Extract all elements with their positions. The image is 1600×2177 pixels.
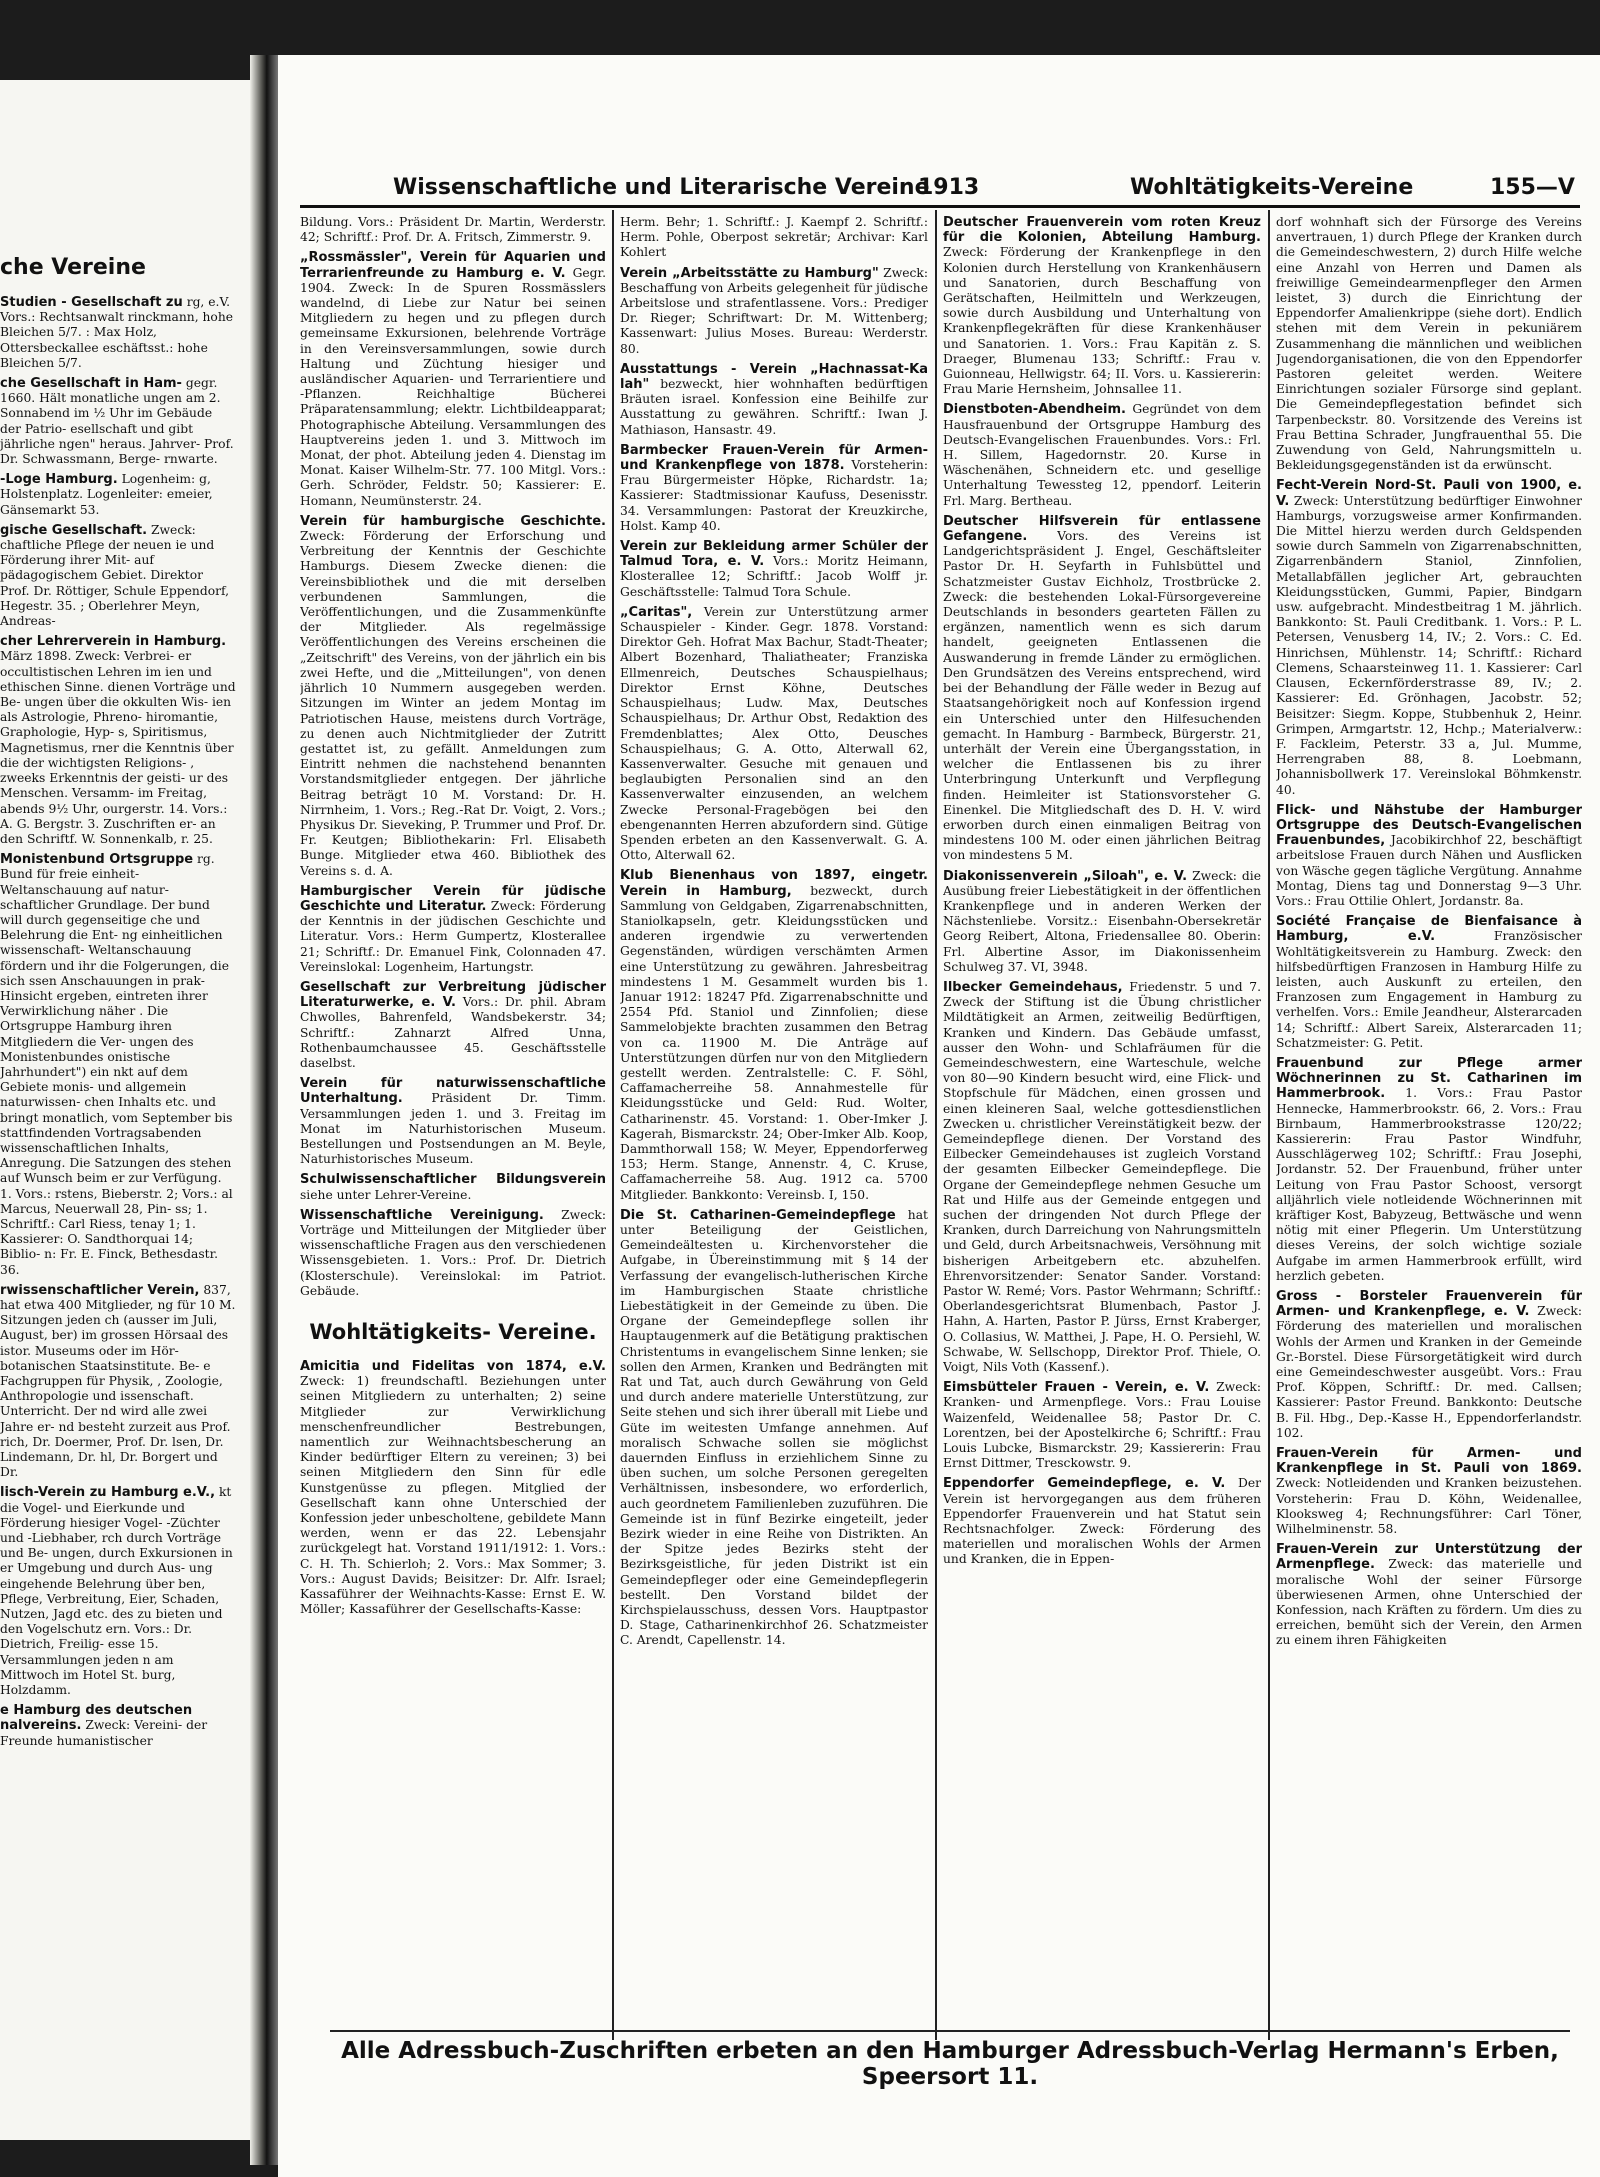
entry-title: „Rossmässler", Verein für Aquarien und Terrarienfreunde zu Hamburg e. V. (300, 250, 606, 281)
directory-entry (1276, 1542, 1582, 1648)
entry-text: Vors.: Moritz Heimann, Klosterallee 12; Schriftf.: Jacob Wolff jr. Geschäftsstelle: Talmud Tora Schule. (620, 554, 928, 599)
directory-entry (620, 1208, 928, 1649)
directory-entry (0, 1485, 236, 1698)
entry-text: Vors.: Dr. phil. Abram Chwolles, Bahrenfeld, Wandsbekerstr. 34; Schriftf.: Zahnarzt Alfred Unna, Rothenbaumchaussee 45. Geschäftsstelle daselbst. (300, 995, 606, 1070)
column-divider (935, 210, 937, 2040)
entry-text: Gegr. 1904. Zweck: In de Spuren Rossmässlers wandelnd, di Liebe zur Natur bei seinen Mitgliedern zu hegen und zu pflegen durch gemeinsame Exkursionen, belehrende Vorträge in den Vereinsversammlungen, sowie durch Haltung und Züchtung hiesiger und ausländischer Aquarien- und Terrarientiere und -Pflanzen. Reichhaltige Bücherei Präparatensammlung; elektr. Lichtbildeapparat; Photographische Abteilung. Versammlungen des Hauptvereins jeden 1. und 3. Mittwoch im Monat, der phot. Abteilung jeden 4. Dienstag im Monat. Kaiser Wilhelm-Str. 77. 100 Mitgl. Vors.: Gerh. Schröder, Feldstr. 50; Kassierer: E. Homann, Neumünsterstr. 24. (300, 265, 606, 508)
entry-title: Verein für hamburgische Geschichte. (300, 513, 606, 529)
directory-entry (300, 250, 606, 508)
entry-title: Barmbecker Frauen-Verein für Armen- und Krankenpflege von 1878. (620, 442, 928, 474)
entry-text: Bildung. Vors.: Präsident Dr. Martin, Werderstr. 42; Schriftf.: Prof. Dr. A. Fritsch, Zimmerstr. 9. (300, 215, 606, 245)
entry-text: Zweck: das materielle und moralische Wohl der seiner Fürsorge überwiesenen Armen, ohne Unterschied der Konfession, nach Kräften zu fördern. Um dies zu erreichen, bemüht sich der Verein, den Armen zu einem ihren Fähigkeiten (1276, 1557, 1582, 1648)
directory-entry (0, 1283, 236, 1481)
column-divider (612, 210, 614, 2040)
entry-text: Zweck: die Ausübung freier Liebestätigkeit in der öffentlichen Krankenpflege und in anderen Werken der Nächstenliebe. Vorsitz.: Eisenbahn-Obersekretär Georg Reibert, Altona, Friedensallee 80. Oberin: Frl. Albertine Assor, im Diakonissenheim Schulweg 37. VI, 3948. (943, 868, 1261, 974)
directory-entry (1276, 1446, 1582, 1537)
entry-text: siehe unter Lehrer-Vereine. (300, 1187, 472, 1202)
directory-entry (300, 1076, 606, 1167)
directory-entry (1276, 914, 1582, 1051)
entry-title: Frauen-Verein zur Unterstützung der Armenpflege. (1276, 1542, 1582, 1573)
directory-entry (0, 1703, 236, 1749)
publisher-footer: Alle Adressbuch-Zuschriften erbeten an den Hamburger Adressbuch-Verlag Hermann's Erben, Speersort 11. (341, 2038, 1559, 2090)
entry-title: Wissenschaftliche Vereinigung. (300, 1207, 544, 1223)
entry-title: Frauen-Verein für Armen- und Krankenpflege in St. Pauli von 1869. (1276, 1446, 1582, 1477)
text-column-4 (1276, 215, 1582, 2030)
left-page-header: che Vereine (0, 255, 146, 280)
directory-entry (0, 376, 236, 467)
entry-title: Die St. Catharinen-Gemeindepflege (620, 1207, 896, 1223)
directory-entry (943, 1476, 1261, 1567)
entry-text: Gegründet von dem Hausfrauenbund der Ortsgruppe Hamburg des Deutsch-Evangelischen Frauenbundes. Vors.: Frl. H. Sillem, Hagedornstr. 20. Kurse in Wäschenähen, Schneidern etc. und gesellige Unterhaltung Tewessteg 12, ppendorf. Leiterin Frl. Marg. Bertheau. (943, 402, 1261, 508)
entry-text: Präsident Dr. Timm. Versammlungen jeden 1. und 3. Freitag im Monat im Naturhistorischen Museum. Bestellungen und Postsendungen an M. Beyle, Naturhistorisches Museum. (300, 1091, 606, 1167)
directory-entry (943, 514, 1261, 864)
entry-title: Deutscher Hilfsverein für entlassene Gefangene. (943, 513, 1261, 545)
directory-entry (1276, 1289, 1582, 1441)
entry-title: lisch-Verein zu Hamburg e.V., (0, 1485, 216, 1501)
header-rule (300, 205, 1580, 208)
entry-text: Zweck: 1) freundschaftl. Beziehungen unter seinen Mitgliedern zu unterhalten; 2) seine Mitglieder zur Verwirklichung menschenfreundlicher Bestrebungen, namentlich zur Weihnachtsbescherung an Kinder bedürftiger Eltern zu vereinen; 3) bei seinen Mitgliedern den Sinn für edle Kunstgenüsse zu pflegen. Mitglied der Gesellschaft kann ohne Unterschied der Konfession jeder unbescholtene, gebildete Mann werden, wenn er das 22. Lebensjahr zurückgelegt hat. Vorstand 1911/1912: 1. Vors.: C. H. Th. Schierloh; 2. Vors.: Max Sommer; 3. Vors.: August Davids; Beisitzer: Dr. Alfr. Israel; Kassaführer der Weihnachts-Kasse: Ernst E. W. Möller; Kassaführer der Gesellschafts-Kasse: (300, 1374, 606, 1617)
entry-text: Zweck: Förderung der Krankenpflege in den Kolonien durch Herstellung von Krankenhäusern und Sanatorien, durch Beschaffung von Gerätschaften, Heilmitteln und Werkzeugen, sowie durch Ausbildung und Unterhaltung von Krankenpflegekräften für diese Krankenhäuser und Sanatorien. 1. Vors.: Frau Kapitän z. S. Draeger, Blumenau 133; Schriftf.: Frau v. Guionneau, Hellwigstr. 64; II. Vors. u. Kassiererin: Frau Marie Hernsheim, Johnsallee 11. (943, 245, 1261, 397)
text-column-1 (300, 215, 606, 2030)
directory-entry (620, 868, 928, 1202)
entry-title: gische Gesellschaft. (0, 522, 148, 538)
directory-entry (300, 884, 606, 975)
entry-text: Zweck: Vereini- der Freunde humanistischer (0, 1718, 208, 1748)
entry-text: Zweck: Beschaffung von Arbeits gelegenheit für jüdische Arbeitslose und strafentlassene. Vors.: Prediger Dr. Rieger; Schriftwart: Dr. M. Wittenberg; Kassenwart: Julius Moses. Bureau: Werderstr. 80. (620, 265, 928, 356)
left-page-column (0, 295, 236, 2115)
directory-entry (300, 1172, 606, 1202)
entry-title: Verein zur Bekleidung armer Schüler der Talmud Tora, e. V. (620, 539, 928, 570)
entry-text: Zweck: Unterstützung bedürftiger Einwohner Hamburgs, vorzugsweise armer Konfirmanden. Die Mittel hierzu werden durch Geldspenden sowie durch Sammeln von Zigarrenabschnitten, Zigarrenbändern Staniol, Zinnfolien, Metallabfällen jeglicher Art, gebrauchten Kleidungsstücken, Gummi, Papier, Bindgarn usw. aufgebracht. Mindestbeitrag 1 M. jährlich. Bankkonto: St. Pauli Creditbank. 1. Vors.: P. L. Petersen, Venusberg 14, IV.; 2. Vors.: C. Ed. Hinrichsen, Mühlenstr. 14; Schriftf.: Richard Clemens, Schaarsteinweg 11. 1. Kassierer: Carl Clausen, Eckernförderstrasse 89, IV.; 2. Kassierer: Ed. Grönhagen, Jacobstr. 52; Beisitzer: Siegm. Koppe, Stubbenhuk 2, Heinr. Grimpen, Armgartstr. 12, Hchp.; Materialverw.: F. Fackleim, Peterstr. 33 a, Jul. Mumme, Herrengraben 88, 8. Loebmann, Johannisbollwerk 17. Vereinslokal Böhmkenstr. 40. (1276, 493, 1582, 797)
entry-text: Zweck: Kranken- und Armenpflege. Vors.: Frau Louise Waizenfeld, Weidenallee 58; Pastor Dr. C. Lorentzen, bei der Apostelkirche 6; Schriftf.: Frau Louis Lubcke, Bismarckstr. 29; Kassiererin: Frau Ernst Dittmer, Tresckowstr. 9. (943, 1380, 1261, 1471)
entry-text: Logenheim: g, Holstenplatz. Logenleiter: emeier, Gänsemarkt 53. (0, 472, 213, 517)
entry-text: rg. Bund für freie einheit- Weltanschauung auf natur- schaftlicher Grundlage. Der bund will durch gegenseitige che und Belehrung die Ent- ng einheitlichen wissenschaft- Weltanschauung fördern und ihr die Folgerungen, die sich ssen Anschauungen in prak- Hinsicht ergeben, eintreten ihrer Verwirklichung näher . Die Ortsgruppe Hamburg ihren Mitgliedern die Ver- ungen des Monistenbundes onistische Jahrhundert") ein nkt auf dem Gebiete monis- und allgemein naturwissen- chen Inhalts etc. und bringt monatlich, vom September bis stattfindenden Vortragsabenden wissenschaftlichen Inhalts, Anregung. Die Satzungen des stehen auf Wunsch beim er zur Verfügung. 1. Vors.: rstens, Bieberstr. 2; Vors.: al Marcus, Neuerwall 28, Pin- ss; 1. Schriftf.: Carl Riess, tenay 1; 1. Kassierer: O. Sandthorquai 14; Biblio- n: Fr. E. Finck, Bethesdastr. 36. (0, 852, 233, 1277)
entry-title: Ausstattungs - Verein „Hachnassat-Ka lah" (620, 361, 928, 393)
entry-title: Fecht-Verein Nord-St. Pauli von 1900, e. V. (1276, 478, 1582, 509)
entry-text: Zweck: Förderung der Kenntnis in der jüdischen Geschichte und Literatur. Vors.: Herm Gumpertz, Klosterallee 21; Schriftf.: Dr. Emanuel Fink, Colonnaden 47. Vereinslokal: Logenheim, Hartungstr. (300, 898, 606, 974)
column-divider (1268, 210, 1270, 2040)
text-column-3 (943, 215, 1261, 2030)
section-heading: Wohltätigkeits- Vereine. (309, 1320, 597, 1345)
directory-entry (620, 266, 928, 357)
text-column-2 (620, 215, 928, 2030)
entry-title: Klub Bienenhaus von 1897, eingetr. Verein in Hamburg, (620, 868, 928, 899)
entry-text: Vors. des Vereins ist Landgerichtspräsident J. Engel, Geschäftsleiter Pastor Dr. H. Seyfarth in Fuhlsbüttel und Schatzmeister Gustav Eichholz, Trostbrücke 2. Zweck: die bestehenden Lokal-Fürsorgevereine Deutschlands in besonders gearteten Fällen zu ergänzen, namentlich wenn es sich darum handelt, geeigneten Entlassenen die Auswanderung in fremde Länder zu ermöglichen. Den Grundsätzen des Vereins entsprechend, wird bei der Behandlung der Fälle weder in Bezug auf Staatsangehörigkeit noch auf Konfession irgend ein Unterschied unter den Hilfesuchenden gemacht. In Hamburg - Barmbeck, Bürgerstr. 21, unterhält der Verein eine Übergangsstation, in welcher die Entlassenen bis zu ihrer Unterbringung Unterkunft und Verpflegung finden. Heimleiter ist Stationsvorsteher G. Einenkel. Die Mitgliedschaft des D. H. V. wird erworben durch einen einmaligen Beitrag von mindestens 100 M. oder einen jährlichen Beitrag von mindestens 5 M. (943, 529, 1261, 863)
entry-text: dorf wohnhaft sich der Fürsorge des Vereins anvertrauen, 1) durch Pflege der Kranken durch die Gemeindeschwestern, 2) durch Hilfe welche eine Anzahl von Herren und Damen als freiwillige Gemeindearmenpfleger den Armen leistet, 3) durch die Einrichtung der Eppendorfer Amalienkrippe (siehe dort). Endlich stehen mit dem Verein in pekuniärem Zusammenhang die männlichen und weiblichen Jugendorganisationen, die von den Eppendorfer Pastoren geleitet werden. Weitere Einrichtungen sozialer Fürsorge sind geplant. Die Gemeindepflegestation befindet sich Tarpenbeckstr. 80. Vorsitzende des Vereins ist Frau Bettina Schrader, Jungfrauenthal 55. Die Zuwendung von Geld, Nahrungsmitteln u. Bekleidungsgegenständen ist da erwünscht. (1276, 215, 1582, 473)
entry-text: rg, e.V. Vors.: Rechtsanwalt rinckmann, hohe Bleichen 5/7. : Max Holz, Ottersbeckallee eschäftsst.: hohe Bleichen 5/7. (0, 295, 234, 370)
directory-entry (1276, 215, 1582, 473)
entry-title: Studien - Gesellschaft zu (0, 295, 183, 310)
directory-entry (1276, 1056, 1582, 1284)
year-header: 1913 (918, 175, 980, 200)
section-header-wohltaetigkeit: Wohltätigkeits-Vereine (1130, 175, 1414, 200)
entry-text: März 1898. Zweck: Verbrei- er occultistischen Lehren im ien und ethischen Sinne. dienen Vorträge und Be- ungen über die okkulten Wis- ien als Astrologie, Phreno- hiromantie, Graphologie, Hyp- s, Spiritismus, Magnetismus, rner die Kenntnis über die der wichtigsten Religions- , zweeks Erkenntnis der geisti- ur des Menschen. Versamm- im Freitag, abends 9½ Uhr, ourgerstr. 14. Vors.: A. G. Bergstr. 3. Zuschriften er- an den Schriftf. W. Sonnenkalb, r. 25. (0, 649, 236, 846)
entry-title: Eimsbütteler Frauen - Verein, e. V. (943, 1380, 1210, 1396)
directory-entry (0, 523, 236, 629)
entry-text: gegr. 1660. Hält monatliche ungen am 2. Sonnabend im ½ Uhr im Gebäude der Patrio- esellschaft und gibt jährliche ngen" heraus. Jahrver- Prof. Dr. Schwassmann, Berge- rnwarte. (0, 376, 234, 467)
entry-title: Flick- und Nähstube der Hamburger Ortsgruppe des Deutsch-Evangelischen Frauenbundes, (1276, 802, 1582, 849)
entry-title: Verein „Arbeitsstätte zu Hamburg" (620, 265, 879, 281)
entry-text: Zweck: chaftliche Pflege der neuen ie und Förderung ihrer Mit- auf pädagogischem Gebiet. Direktor Prof. Dr. Röttiger, Schule Eppendorf, Hegestr. 35. ; Oberlehrer Meyn, Andreas- (0, 522, 230, 629)
entry-title: Ilbecker Gemeindehaus, (943, 979, 1123, 995)
section-header-wissenschaftliche: Wissenschaftliche und Literarische Vereine (393, 175, 930, 200)
entry-text: Zweck: Förderung der Erforschung und Verbreitung der Kenntnis der Geschichte Hamburgs. Diesem Zwecke dienen: die Vereinsbibliothek und die mit derselben verbundenen Sammlungen, die Veröffentlichungen, und die Zusammenkünfte der Mitglieder. Als regelmässige Veröffentlichungen des Vereins erscheinen die „Zeitschrift" des Vereins, von der jährlich ein bis zwei Hefte, und die „Mitteilungen", von denen jährlich 10 Nummern ausgegeben werden. Sitzungen im Winter an jedem Montag im Patriotischen Hause, meistens durch Vorträge, zu denen auch Nichtmitglieder der Zutritt gestattet ist, zu gefällt. Anmeldungen zum Eintritt nehmen die nachstehend benannten Vorstandsmitglieder entgegen. Der jährliche Beitrag beträgt 10 M. Vorstand: Dr. H. Nirrnheim, 1. Vors.; Reg.-Rat Dr. Voigt, 2. Vors.; Physikus Dr. Sieveking, P. Trummer und Prof. Dr. Fr. Keutgen; Bibliothekarin: Frl. Elisabeth Bunge. Mitglieder etwa 460. Bibliothek des Vereins s. d. A. (300, 529, 606, 878)
entry-text: Verein zur Unterstützung armer Schauspieler - Kinder. Gegr. 1878. Vorstand: Direktor Geh. Hofrat Max Bachur, Stadt-Theater; Albert Bozenhard, Thaliatheater; Franziska Ellmenreich, Deutsches Schauspielhaus; Direktor Ernst Köhne, Deutsches Schauspielhaus; Ludw. Max, Deutsches Schauspielhaus; Dr. Arthur Obst, Redaktion des Fremdenblattes; Alex Otto, Deusches Schauspielhaus; G. A. Otto, Alterwall 62, Kassenverwalter. Gesuche mit genauen und beglaubigten Personalien sind an den Kassenverwalter einzusenden, an welchem Zwecke Personal-Fragebögen bei den ebengenannten Herren abzufordern sind. Gütige Spenden erbeten an den Kassenverwalt. G. A. Otto, Alterwall 62. (620, 604, 928, 863)
entry-title: rwissenschaftlicher Verein, (0, 1282, 200, 1298)
entry-text: 837, hat etwa 400 Mitglieder, ng für 10 M. Sitzungen jeden ch (ausser im Juli, August, ber) im grossen Hörsaal des istor. Museums oder im Hör- botanischen Staatsinstitute. Be- e Fachgruppen für Physik, , Zoologie, Anthropologie und issenschaft. Unterricht. Der nd wird alle zwei Jahre er- nd besteht zurzeit aus Prof. rich, Dr. Doermer, Prof. Dr. lsen, Dr. Lindemann, Dr. hl, Dr. Borgert und Dr. (0, 1282, 236, 1480)
directory-entry (620, 539, 928, 600)
entry-text: Friedenstr. 5 und 7. Zweck der Stiftung ist die Übung christlicher Mildtätigkeit an Armen, zeitweilig Bedürftigen, Kranken und Kindern. Das Gebäude umfasst, ausser den Wohn- und Schlafräumen für die Gemeindeschwestern, eine Warteschule, welche von 80—90 Kindern besucht wird, eine Flick- und Stopfschule für Mädchen, einen grossen und einen kleineren Saal, welche gottesdienstlichen Zwecken u. christlicher Vereinstätigkeit bezw. der Gemeindepflege dienen. Der Vorstand des Eilbecker Gemeindehauses ist zugleich Vorstand der gesamten Eilbecker Gemeindepflege. Die Organe der Gemeindepflege nehmen Gesuche um Rat und Hilfe aus der Gemeinde entgegen und suchen der dringenden Not durch Pflege der Kranken, durch Darreichung von Nahrungsmitteln und Geld, durch Arbeitsnachweis, Versöhnung mit bisherigen Arbeitgebern etc. abzuhelfen. Ehrenvorsitzender: Senator Sander. Vorstand: Pastor W. Remé; Vors. Pastor Wehrmann; Schriftf.: Oberlandesgerichtsrat Blumenbach, Pastor J. Hahn, A. Harten, Pastor P. Jürss, Ernst Kraberger, O. Collasius, W. Matthei, J. Pape, H. O. Persiehl, W. Schwabe, W. Sellschopp, Direktor Prof. Thiele, O. Voigt, Nils Voth (Kassenf.). (943, 979, 1261, 1375)
directory-entry (300, 980, 606, 1071)
entry-title: Société Française de Bienfaisance à Hamburg, e.V. (1276, 914, 1582, 945)
directory-entry (943, 980, 1261, 1375)
entry-text: Zweck: Vorträge und Mitteilungen der Mitglieder über wissenschaftliche Fragen aus den verschiedenen Wissensgebieten. 1. Vors.: Prof. Dr. Dietrich (Klosterschule). Vereinslokal: im Patriot. Gebäude. (300, 1207, 606, 1298)
directory-entry (300, 1208, 606, 1299)
entry-title: Deutscher Frauenverein vom roten Kreuz für die Kolonien, Abteilung Hamburg. (943, 215, 1261, 246)
entry-text: Herm. Behr; 1. Schriftf.: J. Kaempf 2. Schriftf.: Herm. Pohle, Oberpost sekretär; Archivar: Karl Kohlert (620, 215, 928, 260)
entry-text: Zweck: Förderung des materiellen und moralischen Wohls der Armen und Kranken in der Gemeinde Gr.-Borstel. Diese Fürsorgetätigkeit wird durch eine Gemeindeschwester ausgeübt. Vors.: Frau Prof. Köppen, Schriftf.: Dr. med. Callsen; Kassierer: Pastor Freund. Bankkonto: Deutsche B. Fil. Hbg., Dep.-Kasse H., Eppendorferlandstr. 102. (1276, 1304, 1582, 1440)
page-number: 155—V (1490, 175, 1575, 200)
directory-entry (943, 869, 1261, 975)
directory-entry (0, 472, 236, 518)
entry-title: Monistenbund Ortsgruppe (0, 852, 194, 868)
entry-text: bezweckt, durch Sammlung von Geldgaben, Zigarrenabschnitten, Staniolkapseln, getr. Kleidungsstücken und anderen irgendwie zu verwertenden Gegenständen, würdigen verschämten Armen eine Unterstützung zu gewähren. Jahresbeitrag mindestens 1 M. Gesammelt wurden bis 1. Januar 1912: 18247 Pfd. Zigarrenabschnitte und 2554 Pfd. Staniol und Zinnfolien; diese Sammelobjekte brachten zusammen den Betrag von ca. 11900 M. Die Anträge auf Unterstützungen dürfen nur von den Mitgliedern gestellt werden. Zentralstelle: C. F. Söhl, Caffamacherreihe 58. Annahmestelle für Kleidungsstücke und Geld: Rud. Wolter, Catharinenstr. 45. Vorstand: 1. Ober-Imker J. Kagerah, Bismarckstr. 24; Ober-Imker Alb. Koop, Dammthorwall 158; W. Meyer, Eppendorferweg 153; Herm. Stange, Annenstr. 4, C. Kruse, Caffamacherreihe 58. Aug. 1912 ca. 5700 Mitglieder. Bankkonto: Vereinsb. I, 150. (620, 883, 928, 1202)
entry-title: Hamburgischer Verein für jüdische Geschichte und Literatur. (300, 883, 606, 914)
directory-entry (620, 362, 928, 438)
entry-title: Gross - Borsteler Frauenverein für Armen- und Krankenpflege, e. V. (1276, 1289, 1582, 1320)
directory-entry (620, 605, 928, 863)
directory-entry (300, 215, 606, 245)
directory-entry (300, 514, 606, 879)
entry-title: Amicitia und Fidelitas von 1874, e.V. (300, 1359, 606, 1375)
entry-text: bezweckt, hier wohnhaften bedürftigen Bräuten israel. Konfession eine Beihilfe zur Ausstattung zu gewähren. Schriftf.: Iwan J. Mathiason, Hansastr. 49. (620, 377, 928, 437)
entry-text: Der Verein ist hervorgegangen aus dem früheren Eppendorfer Frauenverein und hat Statut sein Rechtsnachfolger. Zweck: Förderung des materiellen und moralischen Wohls der Armen und Kranken, die in Eppen- (943, 1476, 1261, 1567)
entry-title: Verein für naturwissenschaftliche Unterhaltung. (300, 1076, 606, 1107)
entry-title: Schulwissenschaftlicher Bildungsverein (300, 1172, 606, 1188)
directory-entry (1276, 803, 1582, 909)
directory-entry (943, 402, 1261, 508)
entry-title: Gesellschaft zur Verbreitung jüdischer Literaturwerke, e. V. (300, 979, 606, 1011)
entry-text: hat unter Beteiligung der Geistlichen, Gemeindeältesten u. Kirchenvorsteher die Aufgabe, in Übereinstimmung mit § 14 der Verfassung der evangelisch-lutherischen Kirche im Hamburgischen Staate christliche Liebestätigkeit in der Gemeinde zu üben. Die Organe der Gemeindepflege sollen ihr Hauptaugenmerk auf die Betätigung praktischen Christentums in evangelischem Sinne lenken; sie sollen den Armen, Kranken und Bedrängten mit Rat und Tat, auch durch Gewährung von Geld und durch andere materielle Unterstützung, zur Seite stehen und sich ihrer überall mit Liebe und Güte im weitesten Umfange annehmen. Auf moralisch Schwache sollen sie möglichst dauernden Einfluss in erziehlichem Sinne zu üben suchen, um solche Personen geregelten Verhältnissen, insbesondere, wo erforderlich, auch geordnetem Familienleben zuzuführen. Die Gemeinde ist in fünf Bezirke eingeteilt, jeder Bezirk wieder in eine Reihe von Distrikten. An der Spitze jedes Bezirks steht der Bezirksgeistliche, für jeden Distrikt ist ein Gemeindepfleger oder eine Gemeindepflegerin bestellt. Den Vorstand bildet der Kirchspielausschuss, dessen Vors. Hauptpastor D. Stage, Catharinenkirchhof 26. Schatzmeister C. Arendt, Capellenstr. 14. (620, 1207, 928, 1648)
entry-title: che Gesellschaft in Ham- (0, 376, 182, 392)
entry-title: -Loge Hamburg. (0, 472, 118, 488)
entry-text: Jacobikirchhof 22, beschäftigt arbeitslose Frauen durch Nähen und Ausflicken von Wäsche gegen tägliche Vergütung. Annahme Montag, Diens tag und Donnerstag 9—3 Uhr. Vors.: Frau Ottilie Ohlert, Jordanstr. 8a. (1276, 833, 1582, 908)
directory-entry (0, 295, 236, 371)
entry-title: Dienstboten-Abendheim. (943, 402, 1126, 418)
directory-entry (943, 1380, 1261, 1471)
entry-title: cher Lehrerverein in Hamburg. (0, 634, 227, 650)
entry-title: Diakonissenverein „Siloah", e. V. (943, 868, 1188, 884)
entry-title: Eppendorfer Gemeindepflege, e. V. (943, 1476, 1226, 1492)
entry-text: Zweck: Notleidenden und Kranken beizustehen. Vorsteherin: Frau D. Köhn, Weidenallee, Klooksweg 4; Rechnungsführer: Carl Töner, Wilhelminenstr. 58. (1276, 1476, 1582, 1537)
directory-entry (300, 1359, 606, 1617)
directory-entry (0, 634, 236, 847)
directory-entry (620, 215, 928, 261)
entry-text: 1. Vors.: Frau Pastor Hennecke, Hammerbrookstr. 66, 2. Vors.: Frau Birnbaum, Hammerbrookstrasse 120/22; Kassiererin: Frau Pastor Windfuhr, Ausschlägerweg 102; Schriftf.: Frau Josephi, Jordanstr. 52. Der Frauenbund, früher unter Leitung von Frau Pastor Schoost, versorgt alljährlich viele notleidende Wöchnerinnen mit kräftiger Kost, Babyzeug, Bettwäsche und wenn nötig mit einer Pflegerin. Um Unterstützung dieses Vereins, der solch wichtige soziale Aufgabe im armen Hammerbrook erfüllt, wird herzlich gebeten. (1276, 1086, 1582, 1283)
entry-text: kt die Vogel- und Eierkunde und Förderung hiesiger Vogel- -Züchter und -Liebhaber, rch durch Vorträge und Be- ungen, durch Exkursionen in er Umgebung und durch Aus- ung eingehende Belehrung über ben, Pflege, Verbreitung, Eier, Schaden, Nutzen, Jagd etc. des zu bieten und den Vogelschutz ern. Vors.: Dr. Dietrich, Freilig- esse 15. Versammlungen jeden n am Mittwoch im Hotel St. burg, Holzdamm. (0, 1485, 233, 1698)
directory-entry (0, 852, 236, 1278)
book-gutter (250, 55, 278, 2165)
entry-title: e Hamburg des deutschen nalvereins. (0, 1703, 193, 1734)
entry-text: Französischer Wohltätigkeitsverein zu Hamburg. Zweck: den hilfsbedürftigen Franzosen in Hamburg Hilfe zu leisten, auch Auskunft zu erteilen, den Franzosen zum Engagement in Hamburg zu verhelfen. Vors.: Emile Jeandheur, Alsterarcaden 14; Schriftf.: Albert Sareix, Alsterarcaden 11; Schatzmeister: G. Petit. (1276, 929, 1582, 1050)
entry-text: Vorsteherin: Frau Bürgermeister Höpke, Richardstr. 1a; Kassierer: Stadtmissionar Kaufuss, Desenisstr. 34. Versammlungen: Pastorat der Kreuzkirche, Holst. Kamp 40. (620, 458, 928, 533)
entry-title: Frauenbund zur Pflege armer Wöchnerinnen zu St. Catharinen im Hammerbrook. (1276, 1055, 1582, 1102)
footer-rule (330, 2030, 1570, 2032)
directory-entry (1276, 478, 1582, 797)
entry-title: „Caritas", (620, 604, 693, 620)
left-page (0, 80, 250, 2140)
directory-entry (620, 443, 928, 534)
directory-entry (943, 215, 1261, 397)
